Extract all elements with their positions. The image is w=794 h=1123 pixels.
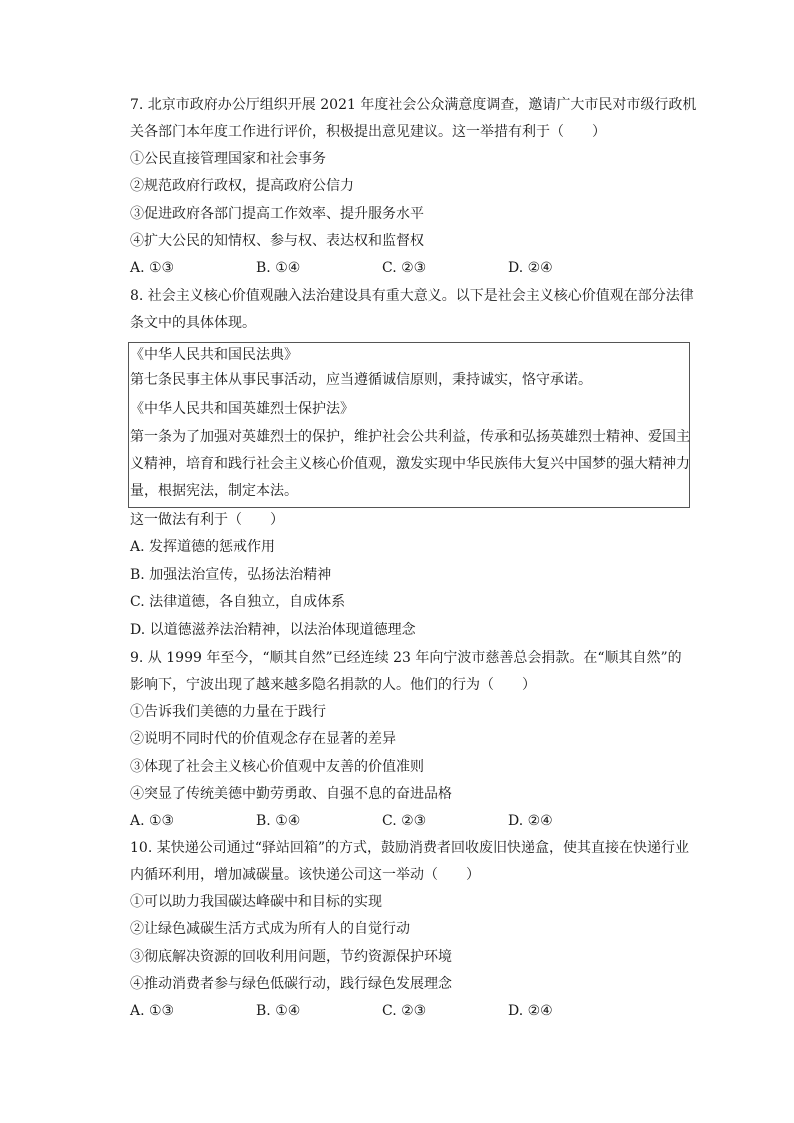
q7-item-3: ③促进政府各部门提高工作效率、提升服务水平 — [130, 206, 424, 222]
q8-after-text: 这一做法有利于（ ） — [130, 512, 284, 528]
q9-option-b: B. ①④ — [256, 813, 301, 829]
q8-option-c: C. 法律道德，各自独立，自成体系 — [130, 594, 346, 610]
q10-option-a: A. ①③ — [130, 1003, 175, 1019]
q10-stem-line2: 内循环利用，增加减碳量。该快递公司这一举动（ ） — [130, 867, 480, 883]
q9-option-a: A. ①③ — [130, 813, 175, 829]
q10-option-d: D. ②④ — [508, 1003, 553, 1019]
q7-stem-line2: 关各部门本年度工作进行评价，积极提出意见建议。这一举措有利于（ ） — [130, 124, 606, 140]
q10-item-4: ④推动消费者参与绿色低碳行动，践行绿色发展理念 — [130, 976, 452, 992]
q10-item-2: ②让绿色减碳生活方式成为所有人的自觉行动 — [130, 921, 410, 937]
q7-option-a: A. ①③ — [130, 260, 175, 276]
q9-option-c: C. ②③ — [382, 813, 427, 829]
q9-item-4: ④突显了传统美德中勤劳勇敢、自强不息的奋进品格 — [130, 786, 452, 802]
q9-stem-line1: 9. 从 1999 年至今，“顺其自然”已经连续 23 年向宁波市慈善总会捐款。在“顺其自然”的 — [130, 650, 682, 666]
law-article-heroes-line2: 义精神，培育和践行社会主义核心价值观，激发实现中华民族伟大复兴中国梦的强大精神力 — [130, 456, 690, 472]
q9-option-d: D. ②④ — [508, 813, 553, 829]
law-title-civil-code: 《中华人民共和国民法典》 — [130, 347, 298, 363]
q8-option-b: B. 加强法治宣传，弘扬法治精神 — [130, 567, 332, 583]
q10-option-b: B. ①④ — [256, 1003, 301, 1019]
q8-stem-line1: 8. 社会主义核心价值观融入法治建设具有重大意义。以下是社会主义核心价值观在部分法律 — [130, 288, 694, 304]
law-article-civil-code: 第七条民事主体从事民事活动，应当遵循诚信原则，秉持诚实，恪守承诺。 — [130, 372, 592, 388]
q8-stem-line2: 条文中的具体体现。 — [130, 315, 256, 331]
q10-stem-line1: 10. 某快递公司通过“驿站回箱”的方式，鼓励消费者回收废旧快递盒，使其直接在快递行业 — [130, 840, 690, 856]
q10-option-c: C. ②③ — [382, 1003, 427, 1019]
q9-item-1: ①告诉我们美德的力量在于践行 — [130, 704, 326, 720]
law-title-heroes-protection: 《中华人民共和国英雄烈士保护法》 — [130, 401, 354, 417]
q9-item-2: ②说明不同时代的价值观念存在显著的差异 — [130, 731, 396, 747]
q8-option-a: A. 发挥道德的惩戒作用 — [130, 539, 276, 555]
q10-item-1: ①可以助力我国碳达峰碳中和目标的实现 — [130, 894, 382, 910]
q9-item-3: ③体现了社会主义核心价值观中友善的价值准则 — [130, 759, 424, 775]
q7-option-c: C. ②③ — [382, 260, 427, 276]
q7-option-d: D. ②④ — [508, 260, 553, 276]
q7-option-b: B. ①④ — [256, 260, 301, 276]
q9-stem-line2: 影响下，宁波出现了越来越多隐名捐款的人。他们的行为（ ） — [130, 677, 536, 693]
law-article-heroes-line3: 量，根据宪法，制定本法。 — [130, 483, 298, 499]
q7-item-1: ①公民直接管理国家和社会事务 — [130, 151, 326, 167]
q7-stem-line1: 7. 北京市政府办公厅组织开展 2021 年度社会公众满意度调查，邀请广大市民对市级行政机 — [130, 97, 697, 113]
law-article-heroes-line1: 第一条为了加强对英雄烈士的保护，维护社会公共利益，传承和弘扬英雄烈士精神、爱国主 — [130, 429, 690, 445]
q8-option-d: D. 以道德滋养法治精神，以法治体现道德理念 — [130, 622, 416, 638]
q7-item-4: ④扩大公民的知情权、参与权、表达权和监督权 — [130, 233, 424, 249]
q10-item-3: ③彻底解决资源的回收利用问题，节约资源保护环境 — [130, 949, 452, 965]
q7-item-2: ②规范政府行政权，提高政府公信力 — [130, 178, 354, 194]
